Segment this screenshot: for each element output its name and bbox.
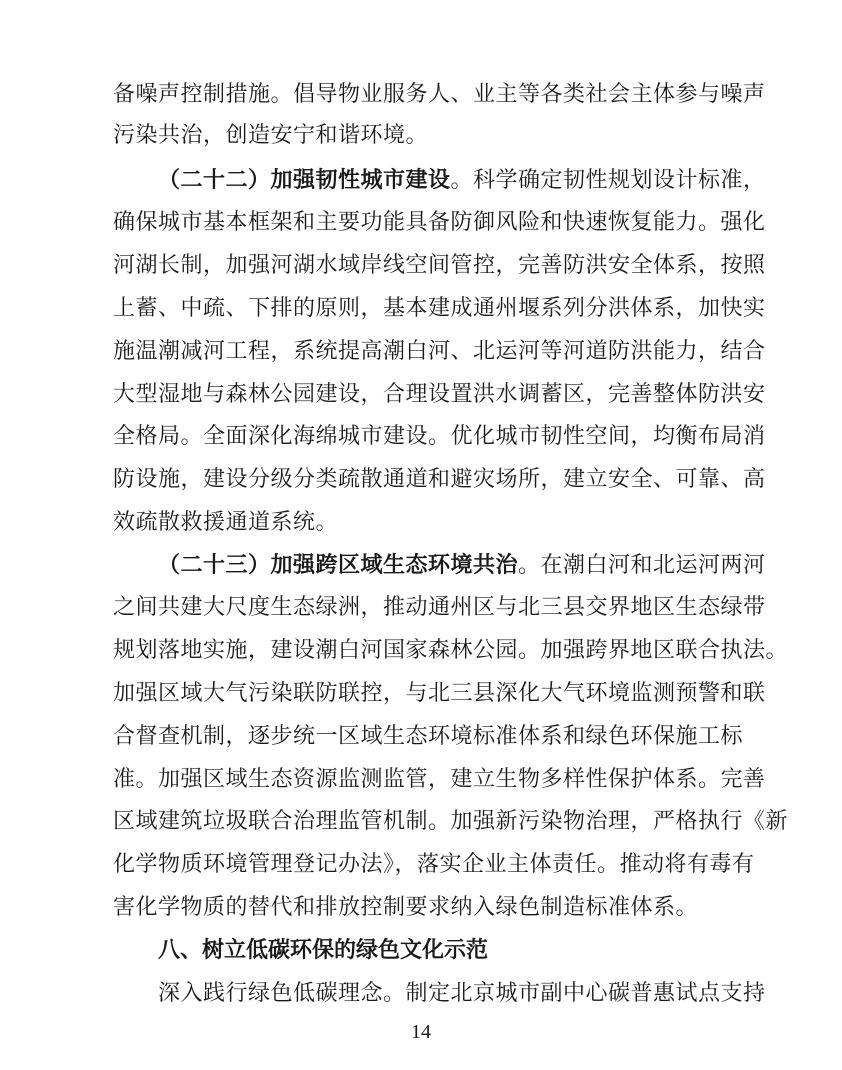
text-line: 污染共治，创造安宁和谐环境。 xyxy=(113,123,429,148)
paragraph-22-text: 。科学确定韧性规划设计标准， xyxy=(450,168,766,193)
text-line: 害化学物质的替代和排放控制要求纳入绿色制造标准体系。 xyxy=(113,895,699,920)
text-line: 准。加强区域生态资源监测监管，建立生物多样性保护体系。完善 xyxy=(113,767,766,792)
text-line: 确保城市基本框架和主要功能具备防御风险和快速恢复能力。强化 xyxy=(113,210,766,235)
text-line: 加强区域大气污染联防联控，与北三县深化大气环境监测预警和联 xyxy=(113,681,766,706)
text-line: 防设施，建设分级分类疏散通道和避灾场所，建立安全、可靠、高 xyxy=(113,467,766,492)
page-number: 14 xyxy=(411,1021,431,1043)
text-line: 规划落地实施，建设潮白河国家森林公园。加强跨界地区联合执法。 xyxy=(113,638,789,663)
paragraph-22-first-line xyxy=(158,165,766,196)
text-line: 大型湿地与森林公园建设，合理设置洪水调蓄区，完善整体防洪安 xyxy=(113,382,766,407)
text-line: 上蓄、中疏、下排的原则，基本建成通州堰系列分洪体系，加快实 xyxy=(113,296,766,321)
text-line: 合督查机制，逐步统一区域生态环境标准体系和绿色环保施工标 xyxy=(113,724,744,749)
text-line: 区域建筑垃圾联合治理监管机制。加强新污染物治理，严格执行《新 xyxy=(113,809,789,834)
text-line: 之间共建大尺度生态绿洲，推动通州区与北三县交界地区生态绿带 xyxy=(113,595,766,620)
section-heading: 八、树立低碳环保的绿色文化示范 xyxy=(158,938,489,963)
paragraph-23-text: 。在潮白河和北运河两河 xyxy=(518,553,766,578)
text-line: 全格局。全面深化海绵城市建设。优化城市韧性空间，均衡布局消 xyxy=(113,424,766,449)
text-line: 河湖长制，加强河湖水域岸线空间管控，完善防洪安全体系，按照 xyxy=(113,253,766,278)
text-line: 深入践行绿色低碳理念。制定北京城市副中心碳普惠试点支持 xyxy=(158,981,766,1006)
text-line: 效疏散救援通道系统。 xyxy=(113,510,339,535)
text-line: 化学物质环境管理登记办法》，落实企业主体责任。推动将有毒有 xyxy=(113,852,755,877)
text-line: 备噪声控制措施。倡导物业服务人、业主等各类社会主体参与噪声 xyxy=(113,82,766,107)
text-line: 施温潮减河工程，系统提高潮白河、北运河等河道防洪能力，结合 xyxy=(113,339,766,364)
paragraph-23-first-line xyxy=(158,550,766,581)
paragraph-23-title: （二十三）加强跨区域生态环境共治 xyxy=(158,552,519,578)
paragraph-22-title: （二十二）加强韧性城市建设 xyxy=(158,167,451,193)
